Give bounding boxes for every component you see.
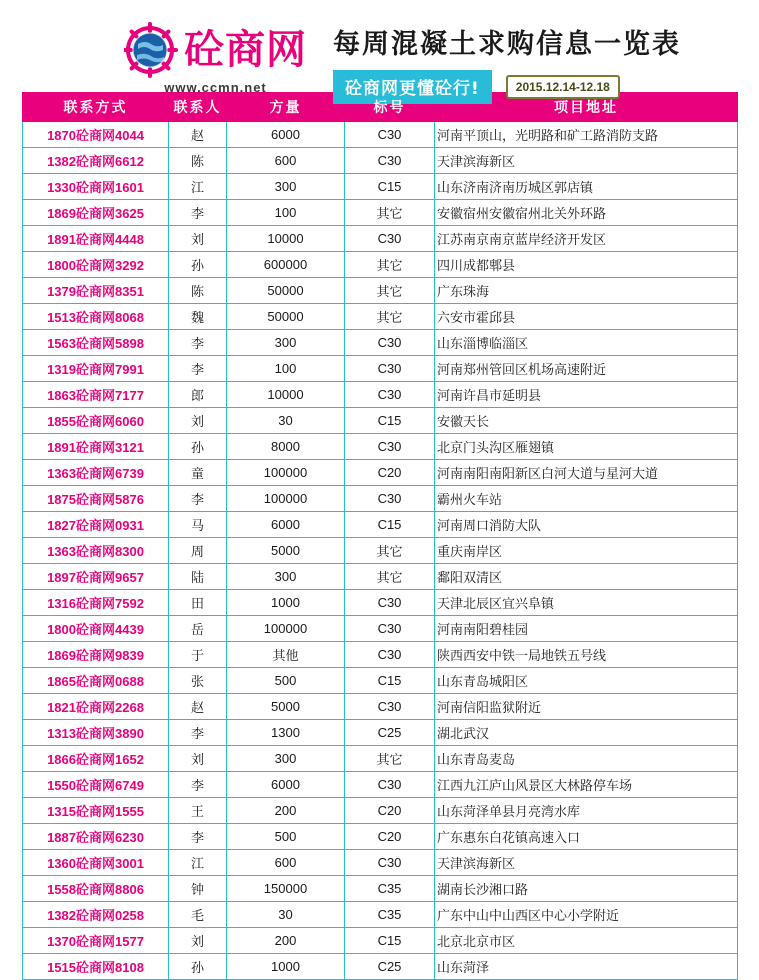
cell-contact: 1558砼商网8806 — [23, 876, 169, 902]
cell-address: 河南南阳碧桂园 — [435, 616, 738, 642]
cell-grade: 其它 — [345, 252, 435, 278]
cell-address: 广东中山中山西区中心小学附近 — [435, 902, 738, 928]
cell-contact: 1313砼商网3890 — [23, 720, 169, 746]
cell-volume: 500 — [227, 824, 345, 850]
cell-volume: 600000 — [227, 252, 345, 278]
cell-address: 广东惠东白花镇高速入口 — [435, 824, 738, 850]
table-row — [23, 200, 738, 226]
table-row — [23, 434, 738, 460]
cell-address: 山东淄博临淄区 — [435, 330, 738, 356]
cell-contact: 1513砼商网8068 — [23, 304, 169, 330]
cell-contact: 1827砼商网0931 — [23, 512, 169, 538]
cell-address: 广东珠海 — [435, 278, 738, 304]
cell-contact: 1855砼商网6060 — [23, 408, 169, 434]
cell-volume: 1000 — [227, 590, 345, 616]
cell-volume: 6000 — [227, 122, 345, 148]
cell-address: 六安市霍邱县 — [435, 304, 738, 330]
cell-grade: C30 — [345, 694, 435, 720]
cell-grade: C20 — [345, 460, 435, 486]
cell-person: 陈 — [169, 148, 227, 174]
cell-volume: 30 — [227, 902, 345, 928]
cell-person: 刘 — [169, 226, 227, 252]
cell-grade: C30 — [345, 772, 435, 798]
cell-grade: C30 — [345, 382, 435, 408]
cell-address: 北京门头沟区雁翅镇 — [435, 434, 738, 460]
cell-person: 李 — [169, 824, 227, 850]
cell-person: 孙 — [169, 954, 227, 980]
cell-person: 刘 — [169, 746, 227, 772]
cell-contact: 1315砼商网1555 — [23, 798, 169, 824]
cell-grade: C25 — [345, 720, 435, 746]
table-row — [23, 174, 738, 200]
cell-volume: 6000 — [227, 512, 345, 538]
cell-contact: 1382砼商网6612 — [23, 148, 169, 174]
cell-person: 李 — [169, 200, 227, 226]
table-row — [23, 928, 738, 954]
cell-contact: 1866砼商网1652 — [23, 746, 169, 772]
column-header-person: 联系人 — [169, 93, 227, 122]
cell-person: 刘 — [169, 408, 227, 434]
cell-grade: C15 — [345, 928, 435, 954]
cell-grade: C15 — [345, 668, 435, 694]
cell-volume: 50000 — [227, 304, 345, 330]
table-row — [23, 564, 738, 590]
cell-address: 天津滨海新区 — [435, 148, 738, 174]
cell-person: 江 — [169, 850, 227, 876]
cell-volume: 50000 — [227, 278, 345, 304]
table-row — [23, 356, 738, 382]
cell-grade: C30 — [345, 356, 435, 382]
cell-grade: C15 — [345, 512, 435, 538]
cell-person: 李 — [169, 330, 227, 356]
cell-contact: 1875砼商网5876 — [23, 486, 169, 512]
cell-address: 湖南长沙湘口路 — [435, 876, 738, 902]
cell-address: 河南平顶山，光明路和矿工路消防支路 — [435, 122, 738, 148]
cell-address: 陕西西安中铁一局地铁五号线 — [435, 642, 738, 668]
cell-person: 孙 — [169, 434, 227, 460]
cell-volume: 1300 — [227, 720, 345, 746]
table-row — [23, 746, 738, 772]
slogan-banner: 砼商网更懂砼行! — [333, 70, 492, 104]
cell-contact: 1363砼商网6739 — [23, 460, 169, 486]
table-row — [23, 850, 738, 876]
cell-address: 霸州火车站 — [435, 486, 738, 512]
date-range-badge: 2015.12.14-12.18 — [506, 75, 620, 99]
cell-volume: 10000 — [227, 382, 345, 408]
table-row — [23, 616, 738, 642]
cell-person: 刘 — [169, 928, 227, 954]
cell-address: 山东青岛麦岛 — [435, 746, 738, 772]
cell-address: 鄱阳双清区 — [435, 564, 738, 590]
cell-volume: 100000 — [227, 486, 345, 512]
cell-volume: 10000 — [227, 226, 345, 252]
cell-contact: 1800砼商网3292 — [23, 252, 169, 278]
cell-volume: 300 — [227, 174, 345, 200]
page-title: 每周混凝土求购信息一览表 — [333, 29, 681, 60]
cell-volume: 300 — [227, 330, 345, 356]
table-row — [23, 148, 738, 174]
cell-grade: 其它 — [345, 200, 435, 226]
table-row — [23, 304, 738, 330]
cell-person: 毛 — [169, 902, 227, 928]
cell-contact: 1550砼商网6749 — [23, 772, 169, 798]
cell-address: 山东菏泽 — [435, 954, 738, 980]
cell-grade: 其它 — [345, 278, 435, 304]
cell-grade: C15 — [345, 408, 435, 434]
column-header-contact: 联系方式 — [23, 93, 169, 122]
cell-volume: 100000 — [227, 460, 345, 486]
table-row — [23, 954, 738, 980]
cell-contact: 1360砼商网3001 — [23, 850, 169, 876]
cell-contact: 1370砼商网1577 — [23, 928, 169, 954]
cell-person: 魏 — [169, 304, 227, 330]
header-right — [333, 22, 681, 104]
cell-person: 马 — [169, 512, 227, 538]
cell-volume: 8000 — [227, 434, 345, 460]
cell-grade: C15 — [345, 174, 435, 200]
cell-grade: C20 — [345, 824, 435, 850]
cell-address: 山东菏泽单县月亮湾水库 — [435, 798, 738, 824]
cell-address: 江西九江庐山风景区大林路停车场 — [435, 772, 738, 798]
cell-volume: 500 — [227, 668, 345, 694]
cell-person: 陈 — [169, 278, 227, 304]
cell-person: 张 — [169, 668, 227, 694]
table-row — [23, 252, 738, 278]
cell-contact: 1869砼商网9839 — [23, 642, 169, 668]
cell-address: 山东青岛城阳区 — [435, 668, 738, 694]
cell-contact: 1891砼商网4448 — [23, 226, 169, 252]
table-row — [23, 486, 738, 512]
cell-person: 于 — [169, 642, 227, 668]
cell-volume: 1000 — [227, 954, 345, 980]
table-row — [23, 330, 738, 356]
cell-volume: 100000 — [227, 616, 345, 642]
table-row — [23, 642, 738, 668]
table-row — [23, 798, 738, 824]
table-row — [23, 876, 738, 902]
cell-address: 安徽宿州安徽宿州北关外环路 — [435, 200, 738, 226]
logo-row — [124, 22, 307, 78]
cell-contact: 1330砼商网1601 — [23, 174, 169, 200]
cell-contact: 1865砼商网0688 — [23, 668, 169, 694]
cell-address: 山东济南济南历城区郭店镇 — [435, 174, 738, 200]
cell-person: 郎 — [169, 382, 227, 408]
cell-grade: C30 — [345, 330, 435, 356]
cell-person: 田 — [169, 590, 227, 616]
cell-volume: 300 — [227, 746, 345, 772]
table-container — [0, 92, 759, 980]
cell-person: 王 — [169, 798, 227, 824]
cell-person: 李 — [169, 772, 227, 798]
cell-grade: C30 — [345, 590, 435, 616]
table-row — [23, 824, 738, 850]
cell-contact: 1563砼商网5898 — [23, 330, 169, 356]
column-header-grade: 标号 — [345, 93, 435, 122]
cell-address: 天津北辰区宜兴阜镇 — [435, 590, 738, 616]
cell-grade: C35 — [345, 876, 435, 902]
cell-volume: 200 — [227, 928, 345, 954]
cell-contact: 1897砼商网9657 — [23, 564, 169, 590]
cell-address: 重庆南岸区 — [435, 538, 738, 564]
globe-gear-icon — [124, 22, 180, 78]
cell-grade: C30 — [345, 226, 435, 252]
cell-person: 赵 — [169, 694, 227, 720]
cell-contact: 1379砼商网8351 — [23, 278, 169, 304]
table-row — [23, 226, 738, 252]
cell-person: 李 — [169, 486, 227, 512]
table-row — [23, 538, 738, 564]
cell-contact: 1382砼商网0258 — [23, 902, 169, 928]
logo-block — [108, 22, 323, 95]
cell-person: 童 — [169, 460, 227, 486]
cell-volume: 100 — [227, 200, 345, 226]
cell-grade: 其它 — [345, 746, 435, 772]
cell-contact: 1869砼商网3625 — [23, 200, 169, 226]
cell-grade: C30 — [345, 122, 435, 148]
table-row — [23, 590, 738, 616]
cell-person: 李 — [169, 720, 227, 746]
cell-contact: 1821砼商网2268 — [23, 694, 169, 720]
cell-person: 孙 — [169, 252, 227, 278]
cell-grade: C30 — [345, 434, 435, 460]
cell-address: 四川成都郫县 — [435, 252, 738, 278]
cell-address: 河南许昌市延明县 — [435, 382, 738, 408]
logo-text: 砼商网 — [184, 27, 307, 73]
cell-person: 李 — [169, 356, 227, 382]
column-header-address: 项目地址 — [435, 93, 738, 122]
cell-contact: 1863砼商网7177 — [23, 382, 169, 408]
table-row — [23, 278, 738, 304]
table-row — [23, 694, 738, 720]
table-row — [23, 772, 738, 798]
cell-volume: 600 — [227, 850, 345, 876]
cell-person: 岳 — [169, 616, 227, 642]
cell-person: 江 — [169, 174, 227, 200]
table-row — [23, 668, 738, 694]
cell-volume: 30 — [227, 408, 345, 434]
table-row — [23, 512, 738, 538]
cell-address: 安徽天长 — [435, 408, 738, 434]
cell-address: 河南南阳南阳新区白河大道与星河大道 — [435, 460, 738, 486]
cell-grade: C30 — [345, 486, 435, 512]
cell-person: 周 — [169, 538, 227, 564]
cell-contact: 1515砼商网8108 — [23, 954, 169, 980]
cell-contact: 1891砼商网3121 — [23, 434, 169, 460]
cell-grade: C30 — [345, 616, 435, 642]
table-row — [23, 902, 738, 928]
cell-address: 天津滨海新区 — [435, 850, 738, 876]
table-row — [23, 122, 738, 148]
cell-grade: 其它 — [345, 564, 435, 590]
cell-grade: C25 — [345, 954, 435, 980]
cell-volume: 100 — [227, 356, 345, 382]
cell-volume: 6000 — [227, 772, 345, 798]
cell-grade: C30 — [345, 850, 435, 876]
cell-contact: 1800砼商网4439 — [23, 616, 169, 642]
cell-contact: 1887砼商网6230 — [23, 824, 169, 850]
cell-volume: 150000 — [227, 876, 345, 902]
cell-address: 河南信阳监狱附近 — [435, 694, 738, 720]
cell-address: 河南周口消防大队 — [435, 512, 738, 538]
cell-grade: 其它 — [345, 538, 435, 564]
table-row — [23, 460, 738, 486]
table-body — [23, 122, 738, 980]
page-header — [0, 0, 759, 99]
cell-volume: 其他 — [227, 642, 345, 668]
cell-grade: C20 — [345, 798, 435, 824]
purchase-info-table — [22, 92, 738, 980]
column-header-volume: 方量 — [227, 93, 345, 122]
cell-person: 钟 — [169, 876, 227, 902]
table-row — [23, 720, 738, 746]
table-row — [23, 408, 738, 434]
cell-volume: 300 — [227, 564, 345, 590]
cell-address: 北京北京市区 — [435, 928, 738, 954]
logo-url: www.ccmn.net — [164, 80, 267, 95]
cell-volume: 5000 — [227, 538, 345, 564]
cell-grade: 其它 — [345, 304, 435, 330]
cell-grade: C30 — [345, 642, 435, 668]
cell-contact: 1363砼商网8300 — [23, 538, 169, 564]
cell-contact: 1870砼商网4044 — [23, 122, 169, 148]
cell-address: 河南郑州管回区机场高速附近 — [435, 356, 738, 382]
cell-address: 湖北武汉 — [435, 720, 738, 746]
cell-contact: 1316砼商网7592 — [23, 590, 169, 616]
cell-person: 赵 — [169, 122, 227, 148]
cell-grade: C30 — [345, 148, 435, 174]
cell-volume: 200 — [227, 798, 345, 824]
cell-contact: 1319砼商网7991 — [23, 356, 169, 382]
cell-grade: C35 — [345, 902, 435, 928]
cell-person: 陆 — [169, 564, 227, 590]
cell-volume: 5000 — [227, 694, 345, 720]
cell-address: 江苏南京南京蓝岸经济开发区 — [435, 226, 738, 252]
cell-volume: 600 — [227, 148, 345, 174]
table-row — [23, 382, 738, 408]
